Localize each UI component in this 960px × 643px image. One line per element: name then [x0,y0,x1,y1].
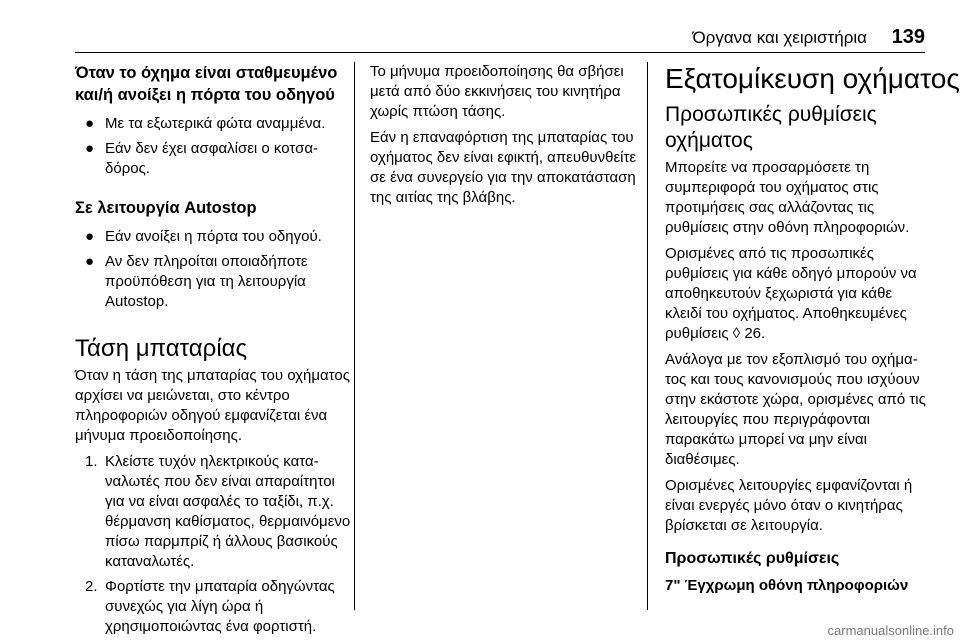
personal-paragraph-2-text: Ορισμένες από τις προσωπικές ρυθμίσεις για κάθε οδηγό μπορούν να αποθηκευτούν ξεχωριστά για κάθε κλειδί του οχήματος. Αποθηκευμένες ρυθμίσεις [665,245,917,342]
list-item-text: Εάν δεν έχει ασφαλίσει ο κοτσαδόρος. [105,140,319,177]
list-item [75,139,351,179]
column-3 [665,62,960,596]
list-item-text: Αν δεν πληροίται οποιαδήποτε προϋπόθεση για τη λειτουργία Autostop. [105,253,308,310]
list-item [75,114,351,134]
step-text: Κλείστε τυχόν ηλεκτρικούς καταναλωτές που δεν είναι απαραίτητοι για να είναι ασφαλές το ταξίδι, π.χ. θέρμανση καθίσματος, θερμαινόμενο πίσω παρμπρίζ ή άλλους βασικούς καταναλωτές. [105,453,351,570]
list-item [75,252,351,312]
bullet-list-parked [75,114,351,179]
numbered-steps [75,452,351,637]
step-item [75,577,351,637]
running-title: Όργανα και χειριστήρια [692,28,867,47]
list-item-text: Με τα εξωτερικά φώτα αναμμένα. [105,115,326,132]
personal-paragraph-1: Μπορείτε να προσαρμόσετε τη συμπεριφορά του οχήματος στις προτιμήσεις σας αλλάζοντας τις ρυθμίσεις στην οθόνη πληροφοριών. [665,159,910,236]
header-rule [75,52,925,53]
subsection-title: Προσωπικές ρυθμίσεις [665,550,840,567]
heading-autostop: Σε λειτουργία Autostop [75,199,257,217]
personal-paragraph-3: Ανάλογα με τον εξοπλισμό του οχήματος και τους κανονισμούς που ισχύουν στην εκάστοτε χώρα, ορισμένες από τις λειτουργίες που περιγράφονται παρακάτω μπορεί να μην είναι διαθέσιμες. [665,351,926,468]
bullet-list-autostop [75,227,351,312]
personal-paragraph-2 [665,244,930,344]
page-header [75,0,925,53]
bullet-icon: ● [85,115,95,132]
watermark-logo: carmanualsonline.info [827,623,954,638]
column-2 [370,62,640,214]
column-divider-2 [647,62,648,610]
warning-paragraph-2: Εάν η επαναφόρτιση της μπαταρίας του οχήματος δεν είναι εφικτή, απευθυνθείτε σε ένα συνεργείο για την αποκατάσταση της αιτίας της βλάβης. [370,129,637,206]
list-item-text: Εάν ανοίξει η πόρτα του οδηγού. [105,228,322,245]
battery-paragraph: Όταν η τάση της μπαταρίας του οχήματος αρχίσει να μειώνεται, στο κέντρο πληροφοριών οδηγού εμφανίζεται ένα μήνυμα προειδοποίησης. [75,367,350,444]
bullet-icon: ● [85,253,95,270]
chapter-title: Εξατομίκευση οχήματος [665,63,960,94]
heading-parked: Όταν το όχημα είναι σταθμευμένο και/ή ανοίξει η πόρτα του οδηγού [75,64,338,104]
section-title-personal-settings: Προσωπικές ρυθμίσεις οχήματος [665,103,877,152]
step-number: 1. [85,453,98,470]
step-text: Φορτίστε την μπαταρία οδηγώντας συνεχώς για λίγη ώρα ή χρησιμοποιώντας ένα φορτιστή. [105,578,335,635]
step-item [75,452,351,572]
warning-paragraph-1: Το μήνυμα προειδοποίησης θα σβήσει μετά από δύο εκκινήσεις του κινητήρα χωρίς πτώση τάσης. [370,63,624,120]
personal-paragraph-4: Ορισμένες λειτουργίες εμφανίζονται ή είναι ενεργές μόνο όταν ο κινητήρας βρίσκεται σε λειτουργία. [665,477,913,534]
page-reference-icon: ◊ [732,325,741,342]
page-reference-link[interactable]: 26. [744,325,766,342]
bullet-icon: ● [85,228,95,245]
subheading-display: 7" Έγχρωμη οθόνη πληροφοριών [665,577,909,594]
list-item [75,227,351,247]
column-divider-1 [354,62,355,610]
section-title-battery: Τάση μπαταρίας [75,335,248,362]
page-number: 139 [891,26,925,48]
bullet-icon: ● [85,140,95,157]
column-1 [75,62,351,643]
step-number: 2. [85,578,98,595]
